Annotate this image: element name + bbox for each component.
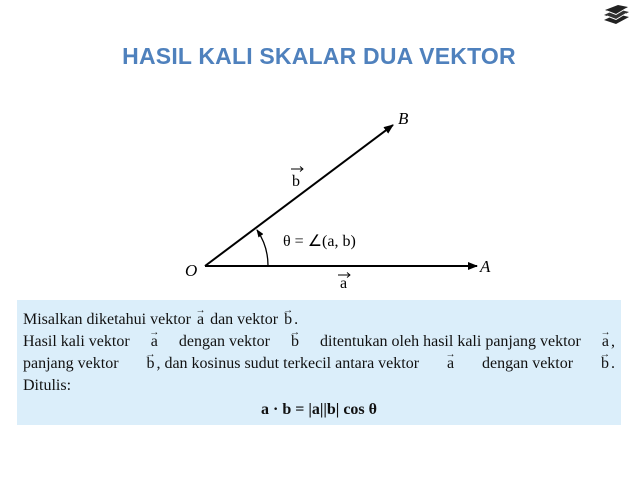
- angle-arc: [257, 230, 268, 266]
- vector-symbol-b: → b: [289, 331, 301, 353]
- vector-symbol-a: → a: [149, 331, 160, 353]
- vector-symbol-b: → b: [144, 353, 156, 375]
- definition-line-4: Ditulis:: [23, 377, 72, 394]
- dot-product-formula: a · b = |a||b| cos θ: [260, 401, 378, 418]
- vector-symbol-b: → b: [599, 353, 611, 375]
- vector-symbol-a: → a: [195, 309, 206, 331]
- definition-line-2: Hasil kali vektor → a dengan vektor → b ditentukan oleh hasil kali panjang vektor → a ,: [23, 331, 615, 353]
- vector-symbol-a: → a: [445, 353, 456, 375]
- vector-symbol-a: → a: [600, 331, 611, 353]
- vector-b-label: b: [292, 173, 300, 190]
- vector-symbol-b: → b: [282, 309, 294, 331]
- slide-title: HASIL KALI SKALAR DUA VEKTOR: [122, 43, 516, 69]
- vector-b-arrow-icon: [291, 167, 303, 172]
- angle-label: θ = ∠(a, b): [283, 233, 356, 250]
- point-a-label: A: [480, 257, 491, 276]
- point-o-label: O: [185, 261, 198, 280]
- vector-a-label: a: [340, 275, 348, 292]
- definition-box: [17, 300, 621, 425]
- definition-line-1: Misalkan diketahui vektor → a dan vektor → b .: [23, 309, 615, 331]
- point-b-label: B: [398, 109, 409, 128]
- definition-line-3: panjang vektor → b , dan kosinus sudut terkecil antara vektor → a dengan vektor → b .: [23, 353, 615, 375]
